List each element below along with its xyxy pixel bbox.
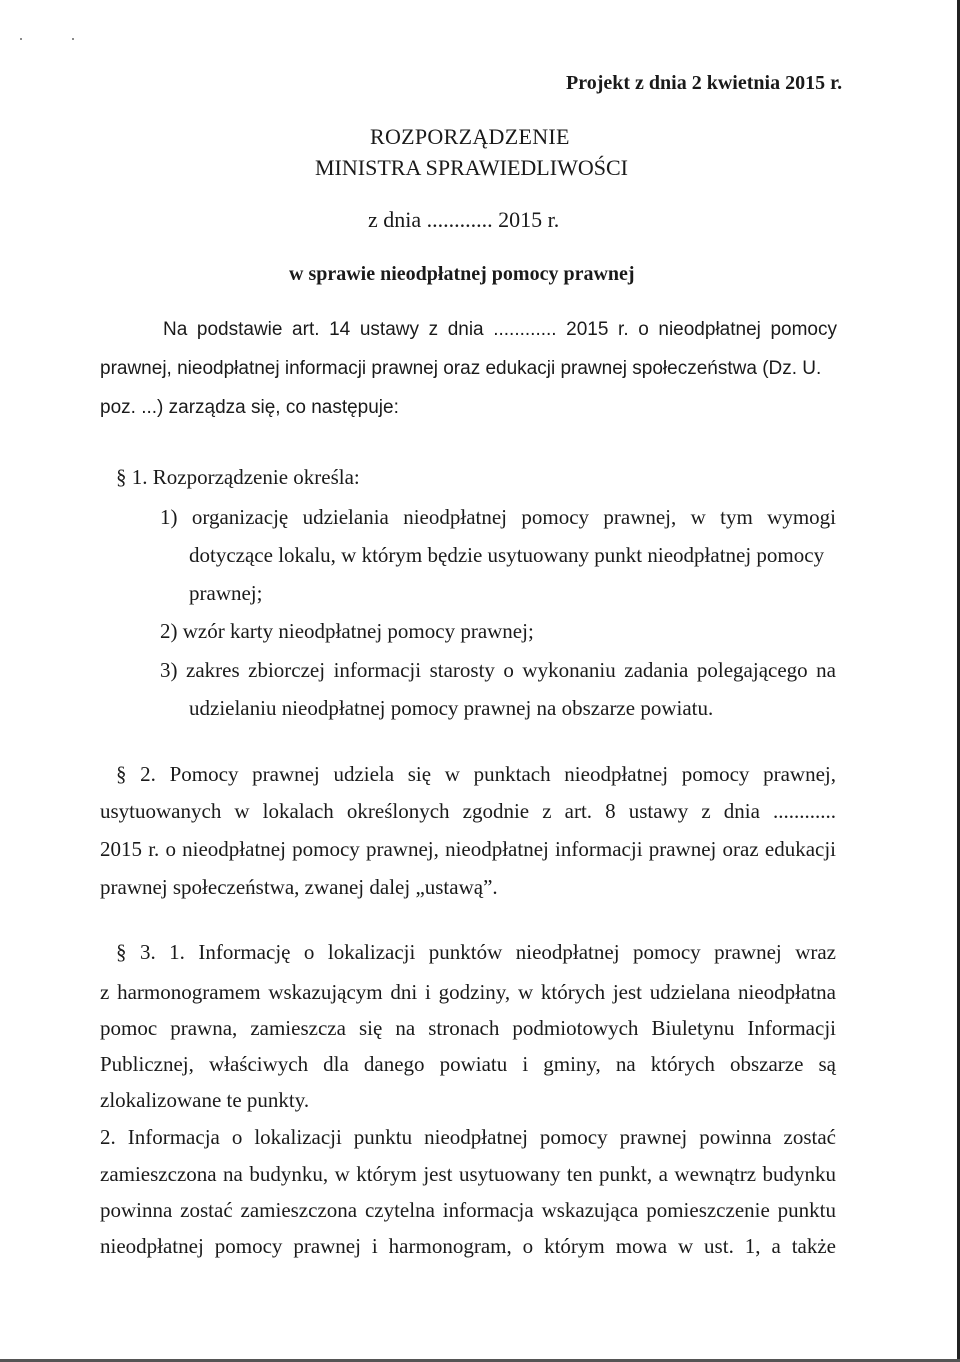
section-3-para-1-line: Publicznej, właściwych dla danego powiatu i gminy, na których obszarze są [100,1052,836,1076]
section-1-item-1-line: 1) organizację udzielania nieodpłatnej pomocy prawnej, w tym wymogi [160,505,836,529]
section-1-intro: § 1. Rozporządzenie określa: [116,465,360,489]
section-3-para-1-line: z harmonogramem wskazującym dni i godziny, w których jest udzielana nieodpłatna [100,980,836,1004]
document-date: z dnia ............ 2015 r. [368,207,560,232]
section-1-item-1-line: prawnej; [189,581,263,605]
legal-basis-line: Na podstawie art. 14 ustawy z dnia ............ 2015 r. o nieodpłatnej pomocy [163,319,837,340]
section-3-para-1-line: pomoc prawna, zamieszcza się na stronach podmiotowych Biuletynu Informacji [100,1016,836,1040]
section-3-para-1-line: zlokalizowane te punkty. [100,1088,310,1112]
section-3-para-2-line: powinna zostać zamieszczona czytelna informacja wskazująca pomieszczenie punktu [100,1198,836,1222]
legal-basis-line: prawnej, nieodpłatnej informacji prawnej oraz edukacji prawnej społeczeństwa (Dz. U. [100,358,822,379]
section-1-item-2: 2) wzór karty nieodpłatnej pomocy prawnej; [160,619,534,643]
issuer-heading: MINISTRA SPRAWIEDLIWOŚCI [315,155,628,180]
section-1-item-3-line: 3) zakres zbiorczej informacji starosty o wykonaniu zadania polegającego na [160,658,836,682]
section-1-item-3-line: udzielaniu nieodpłatnej pomocy prawnej na obszarze powiatu. [189,696,714,720]
section-2-line: prawnej społeczeństwa, zwanej dalej „ustawą”. [100,875,498,899]
section-3-para-1-line: § 3. 1. Informację o lokalizacji punktów nieodpłatnej pomocy prawnej wraz [116,940,836,964]
section-2-line: 2015 r. o nieodpłatnej pomocy prawnej, nieodpłatnej informacji prawnej oraz edukacji [100,837,836,861]
document-subject: w sprawie nieodpłatnej pomocy prawnej [289,263,635,285]
scan-speck [20,38,22,40]
scan-speck [72,38,74,40]
section-3-para-2-line: nieodpłatnej pomocy prawnej i harmonogram, o którym mowa w ust. 1, a także [100,1234,836,1258]
section-3-para-2-line: zamieszczona na budynku, w którym jest usytuowany ten punkt, a wewnątrz budynku [100,1162,836,1186]
section-2-line: § 2. Pomocy prawnej udziela się w punktach nieodpłatnej pomocy prawnej, [116,762,836,786]
document-type-heading: ROZPORZĄDZENIE [370,124,570,149]
draft-date: Projekt z dnia 2 kwietnia 2015 r. [566,72,843,94]
legal-basis-line: poz. ...) zarządza się, co następuje: [100,397,399,418]
section-2-line: usytuowanych w lokalach określonych zgodnie z art. 8 ustawy z dnia ............ [100,799,836,823]
section-1-item-1-line: dotyczące lokalu, w którym będzie usytuowany punkt nieodpłatnej pomocy [189,543,825,567]
section-3-para-2-line: 2. Informacja o lokalizacji punktu nieodpłatnej pomocy prawnej powinna zostać [100,1125,836,1149]
